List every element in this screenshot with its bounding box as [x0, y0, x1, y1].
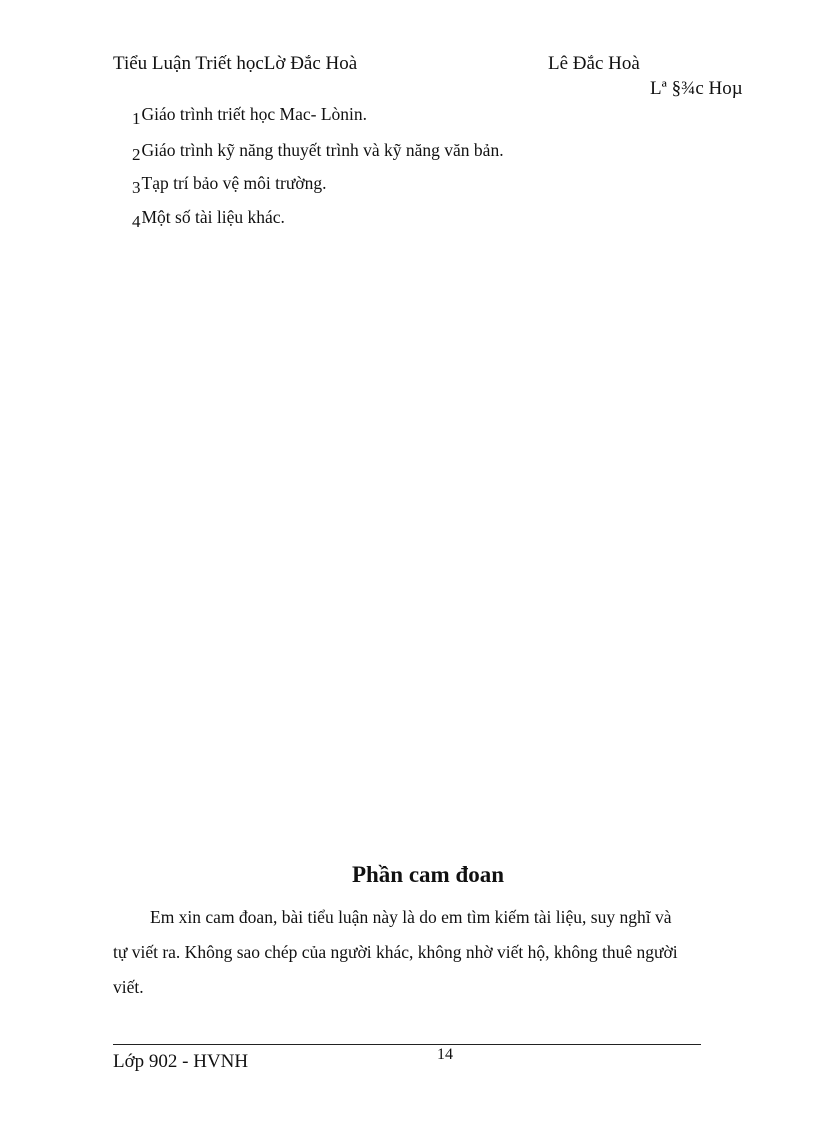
footer-class-label: Lớp 902 - HVNH [113, 1051, 249, 1072]
commitment-line-2: tự viết ra. Không sao chép của người khác, không nhờ viết hộ, không thuê người [113, 942, 678, 962]
reference-text: Tạp trí bảo vệ môi trường. [141, 173, 327, 193]
reference-number: 4 [132, 212, 141, 231]
commitment-line-3: viết. [113, 977, 144, 997]
reference-number: 2 [132, 145, 141, 164]
header-author: Lê Đắc Hoà [548, 53, 640, 74]
page-number: 14 [437, 1046, 453, 1063]
reference-item [132, 173, 327, 197]
commitment-line-1: Em xin cam đoan, bài tiểu luận này là do em tìm kiếm tài liệu, suy nghĩ và [150, 907, 672, 927]
reference-item [132, 207, 285, 231]
reference-text: Một số tài liệu khác. [141, 207, 285, 227]
footer-divider [113, 1044, 701, 1045]
reference-item [132, 104, 367, 128]
reference-number: 1 [132, 109, 141, 128]
header-left-title: Tiểu Luận Triết họcLờ Đắc Hoà [113, 53, 358, 74]
reference-number: 3 [132, 178, 141, 197]
reference-item [132, 140, 504, 164]
reference-text: Giáo trình kỹ năng thuyết trình và kỹ năng văn bản. [141, 140, 504, 160]
header-author-garbled: Lª §¾c Hoµ [650, 78, 743, 99]
reference-text: Giáo trình triết học Mac- Lònin. [141, 104, 367, 124]
section-title: Phần cam đoan [351, 862, 505, 887]
